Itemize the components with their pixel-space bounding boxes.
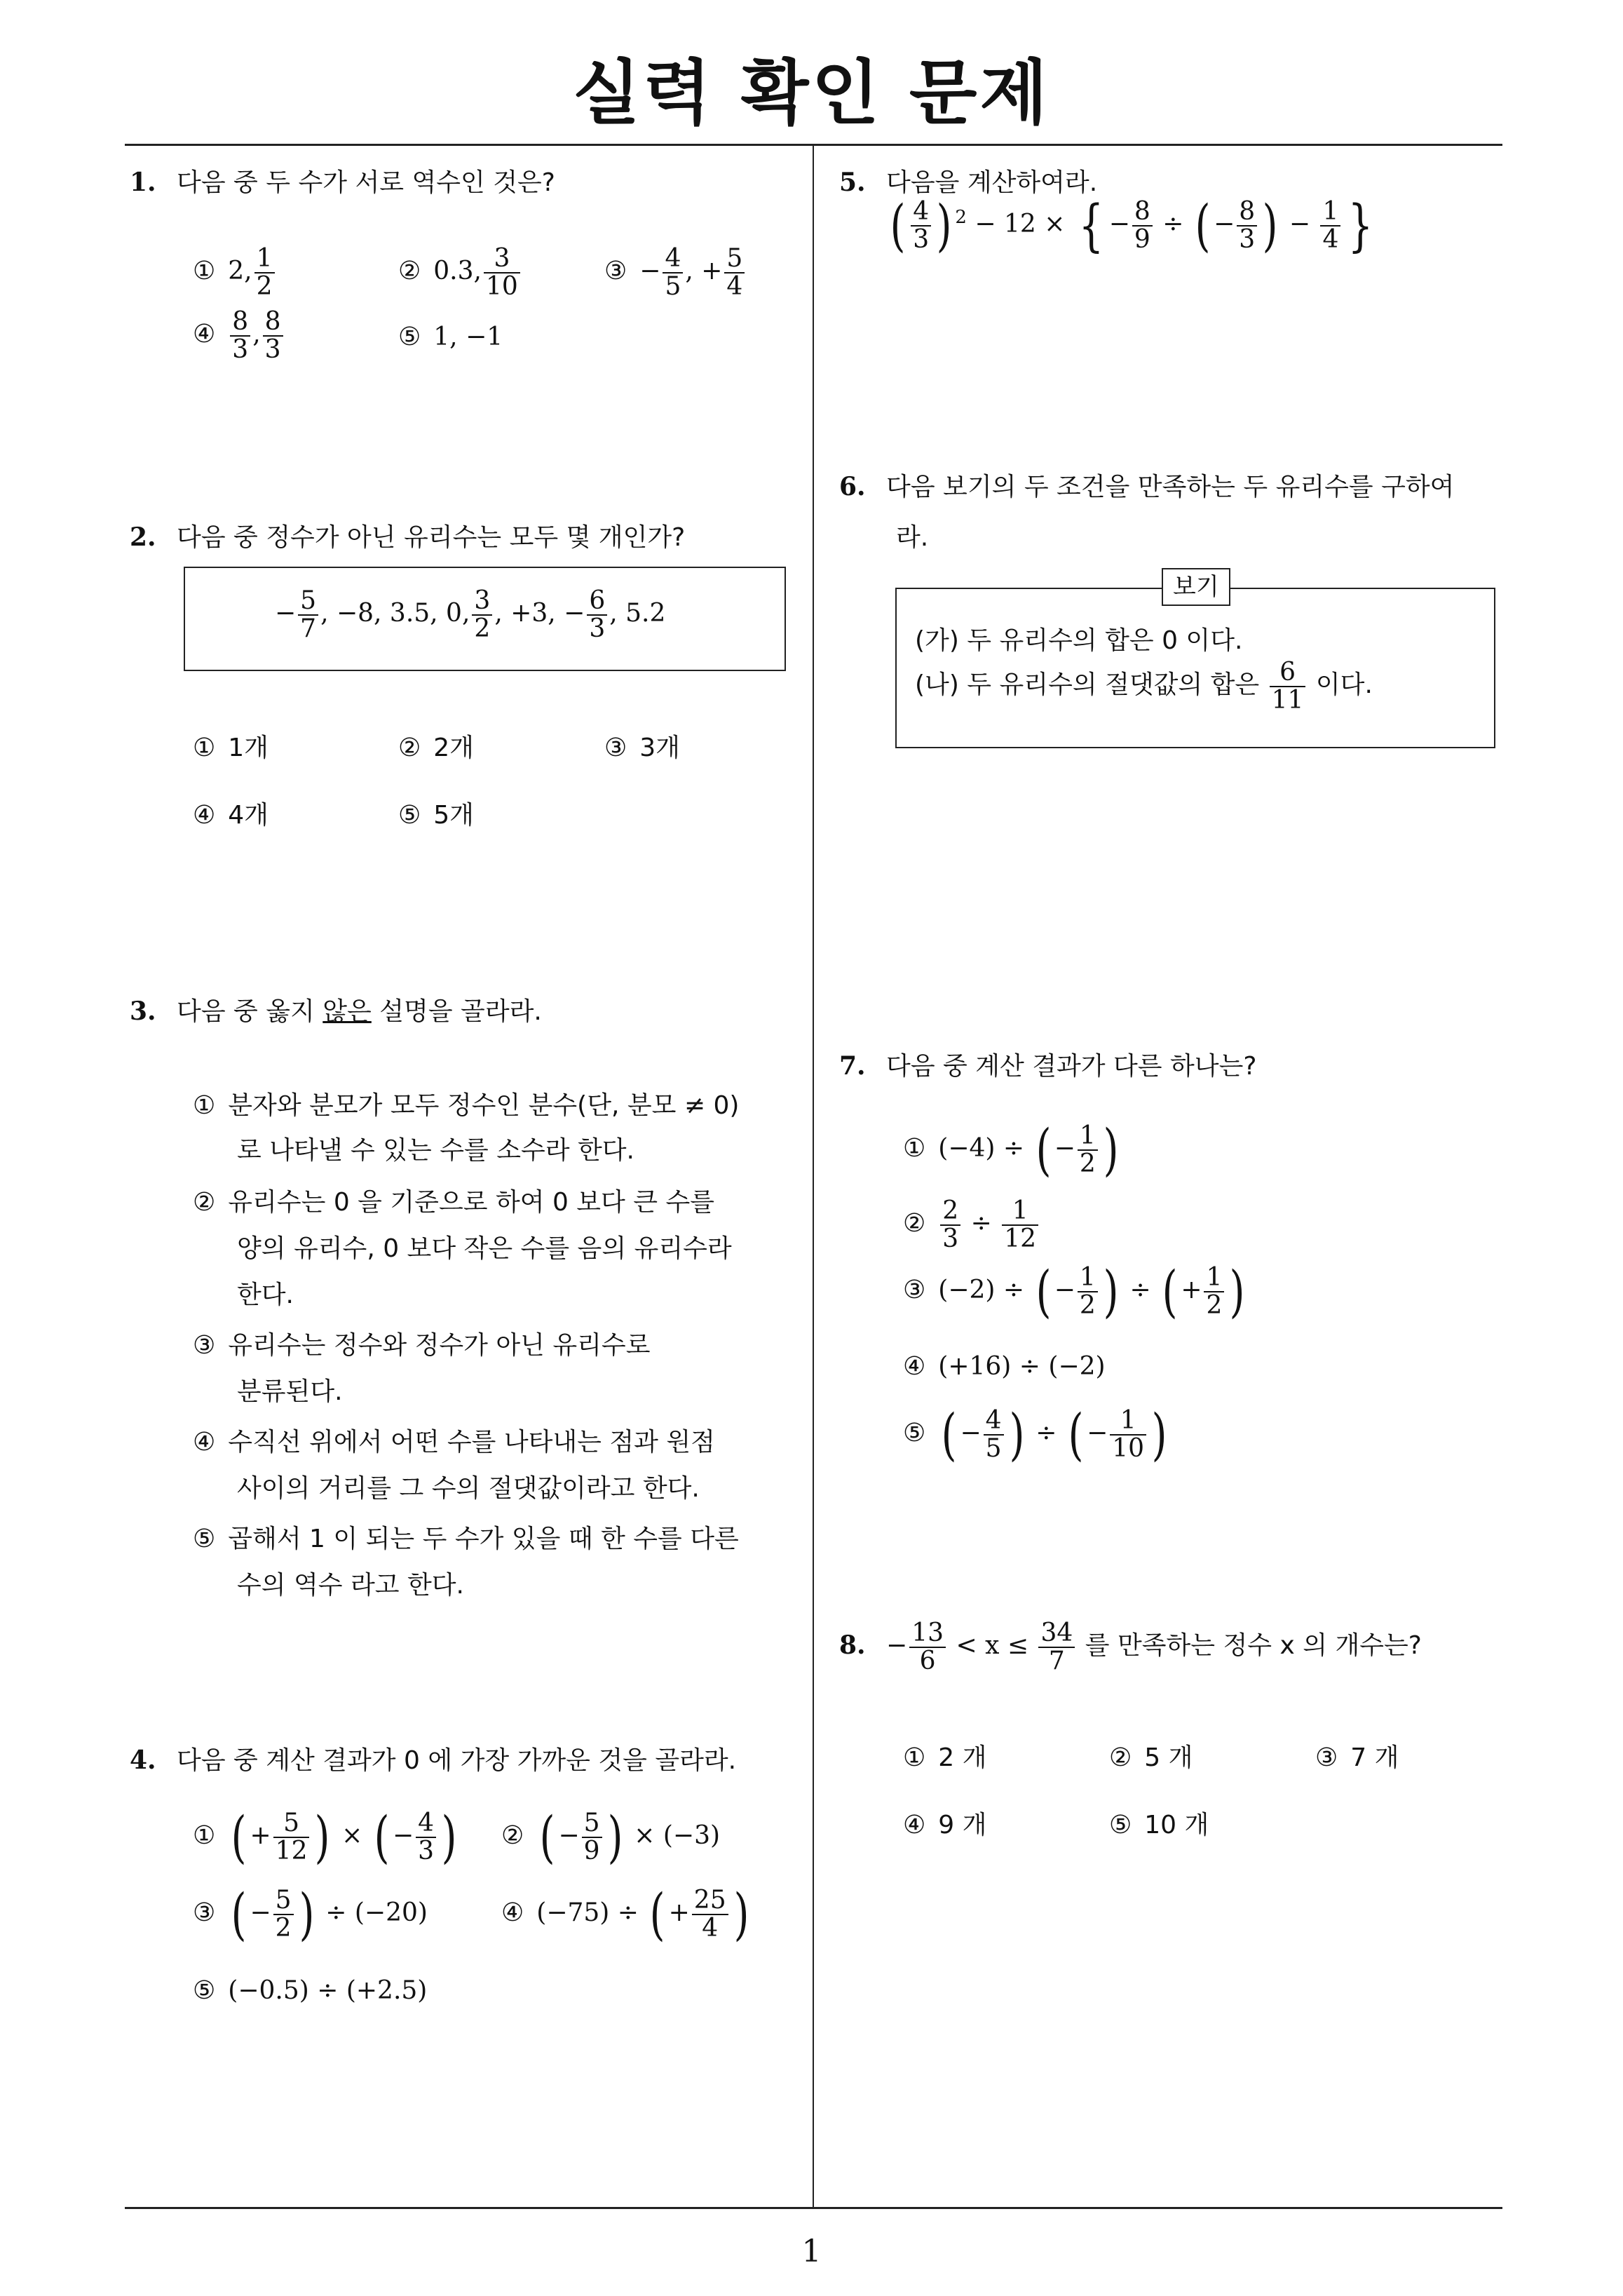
choice-text: 10 개 [1144, 1811, 1209, 1839]
choice-mark: ④ [193, 1428, 216, 1457]
choice-text: 0.3, [433, 257, 482, 285]
q8-choice-3[interactable] [1315, 1738, 1399, 1774]
choice-mark: ① [193, 257, 216, 285]
q7-choice-1[interactable]: ① (−4) ÷ ( − $\frac{1}{2}$ ) [903, 1117, 1119, 1182]
fraction: $\frac{5}{4}$ [724, 245, 745, 300]
q2-choice-2[interactable] [398, 728, 474, 764]
question-text: 다음 중 두 수가 서로 역수인 것은? [177, 168, 555, 197]
question-text: 다음을 계산하여라. [886, 168, 1098, 197]
bogi-label: 보기 [1162, 568, 1230, 606]
q3-choice-3[interactable] [193, 1325, 650, 1361]
question-text: 다음 중 정수가 아닌 유리수는 모두 몇 개인가? [177, 523, 686, 552]
question-6 [839, 471, 1454, 503]
q1-choice-3[interactable] [604, 245, 747, 300]
question-number: 1. [130, 168, 156, 197]
q3-choice-4[interactable] [193, 1422, 715, 1458]
choice-text: 5 개 [1144, 1743, 1193, 1772]
q3-choice-2-line-3: 한다. [237, 1281, 294, 1309]
question-text: 다음 중 계산 결과가 0 에 가장 가까운 것을 골라라. [177, 1746, 737, 1775]
column-divider [813, 145, 814, 2207]
question-text-line-2: 라. [896, 523, 929, 552]
question-number: 5. [839, 168, 866, 197]
q7-choice-2[interactable]: ② $\frac{2}{3}$ ÷ $\frac{1}{12}$ [903, 1198, 1040, 1252]
choice-mark: ② [398, 734, 421, 762]
choice-mark: ③ [604, 257, 627, 285]
q4-choice-3[interactable]: ③ ( − $\frac{5}{2}$ ) ÷ (−20) [193, 1882, 428, 1947]
choice-text: 5개 [433, 801, 474, 830]
choice-mark: ① [193, 1821, 216, 1850]
choice-text: 7 개 [1350, 1743, 1399, 1772]
q3-choice-1-line-2: 로 나타낼 수 있는 수를 소수라 한다. [237, 1136, 634, 1165]
choice-mark: ⑤ [1109, 1811, 1132, 1839]
q8-choice-5[interactable] [1109, 1805, 1209, 1841]
q1-choice-2[interactable] [398, 245, 522, 300]
choice-mark: ② [1109, 1743, 1132, 1772]
sign: , + [685, 257, 723, 285]
question-8: 8. − $\frac{13}{6}$ < x ≤ $\frac{34}{7}$ 를 만족하는 정수 x 의 개수는? [839, 1619, 1422, 1675]
page-title: 실력 확인 문제 [572, 52, 1051, 134]
question-number: 2. [130, 522, 156, 552]
q3-choice-1[interactable] [193, 1086, 739, 1121]
question-number: 7. [839, 1051, 866, 1081]
q2-choice-3[interactable] [604, 728, 680, 764]
condition-na: (나) 두 유리수의 절댓값의 합은 $\frac{6}{11}$ 이다. [915, 658, 1373, 715]
choice-text: 분자와 분모가 모두 정수인 분수(단, 분모 ≠ 0) [228, 1091, 740, 1120]
choice-mark: ① [903, 1134, 926, 1163]
q3-choice-2-line-2: 양의 유리수, 0 보다 작은 수를 음의 유리수라 [237, 1234, 732, 1263]
choice-mark: ① [903, 1743, 926, 1772]
q4-choice-1[interactable]: ① ( + $\frac{5}{12}$ ) × ( − $\frac{4}{3}$ ) [193, 1804, 457, 1870]
choice-mark: ① [193, 1091, 216, 1120]
choice-mark: ④ [193, 320, 216, 349]
q1-choice-5[interactable] [398, 323, 503, 351]
choice-text: 4개 [228, 801, 269, 830]
q3-choice-2[interactable] [193, 1182, 714, 1218]
footer-rule [125, 2207, 1502, 2209]
choice-mark: ④ [501, 1898, 524, 1927]
question-5 [839, 167, 1097, 198]
fraction: $\frac{1}{2}$ [254, 245, 275, 300]
question-7 [839, 1051, 1256, 1082]
choice-mark: ③ [903, 1276, 926, 1304]
q3-choice-5[interactable] [193, 1519, 739, 1555]
choice-text: 유리수는 0 을 기준으로 하여 0 보다 큰 수를 [228, 1188, 715, 1217]
choice-mark: ④ [903, 1811, 926, 1839]
q2-number-list: − $\frac{5}{7}$ , −8, 3.5, 0, $\frac{3}{2}$ , +3, − $\frac{6}{3}$ , 5.2 [275, 586, 666, 643]
choice-text: 1, −1 [433, 323, 503, 351]
question-1 [130, 167, 555, 198]
choice-mark: ② [398, 257, 421, 285]
choice-mark: ① [193, 734, 216, 762]
q7-choice-5[interactable]: ⑤ ( − $\frac{4}{5}$ ) ÷ ( − $\frac{1}{10}$ ) [903, 1402, 1167, 1467]
choice-text: 2, [228, 257, 252, 285]
q2-choice-5[interactable] [398, 795, 474, 831]
q3-choice-5-line-2: 수의 역수 라고 한다. [237, 1571, 464, 1600]
choice-text: 3개 [639, 734, 680, 762]
question-text: 다음 보기의 두 조건을 만족하는 두 유리수를 구하여 [886, 473, 1455, 501]
choice-mark: ② [501, 1821, 524, 1850]
choice-mark: ⑤ [398, 801, 421, 830]
q8-choice-2[interactable] [1109, 1738, 1193, 1774]
q1-choice-4[interactable] [193, 309, 285, 363]
q3-choice-3-line-2: 분류된다. [237, 1377, 343, 1406]
choice-text: 유리수는 정수와 정수가 아닌 유리수로 [228, 1331, 651, 1360]
choice-text: 수직선 위에서 어떤 수를 나타내는 점과 원점 [228, 1428, 715, 1457]
choice-text: 2개 [433, 734, 474, 762]
separator: , [252, 320, 261, 349]
choice-mark: ⑤ [193, 1976, 216, 2005]
choice-mark: ③ [193, 1898, 216, 1927]
q7-choice-3[interactable]: ③ (−2) ÷ ( − $\frac{1}{2}$ ) ÷ ( + $\frac{1}{2}$ ) [903, 1259, 1245, 1324]
question-text: 다음 중 계산 결과가 다른 하나는? [886, 1052, 1257, 1081]
question-number: 4. [130, 1745, 156, 1775]
q4-choice-5[interactable] [193, 1976, 427, 2005]
q7-choice-4[interactable] [903, 1352, 1106, 1381]
question-number: 6. [839, 472, 866, 501]
q2-choice-1[interactable] [193, 728, 269, 764]
q3-choice-4-line-2: 사이의 거리를 그 수의 절댓값이라고 한다. [237, 1474, 700, 1503]
question-number: 8. [839, 1630, 866, 1660]
question-text: 다음 중 옳지 [177, 997, 323, 1026]
question-number: 3. [130, 997, 156, 1026]
q1-choice-1[interactable] [193, 245, 277, 300]
choice-mark: ② [193, 1188, 216, 1217]
q8-choice-1[interactable] [903, 1738, 986, 1774]
question-4 [130, 1745, 736, 1776]
q5-expression: ( $\frac{4}{3}$ ) $^2$ − 12 × { − $\frac{8}{9}$ ÷ ( − $\frac{8}{3}$ ) − $\frac{1}{4}$ } [890, 193, 1373, 258]
choice-text: 9 개 [938, 1811, 987, 1839]
choice-mark: ③ [604, 734, 627, 762]
sign: − [639, 257, 661, 285]
question-2 [130, 522, 685, 553]
choice-text: (+16) ÷ (−2) [938, 1352, 1106, 1381]
question-text-emphasis: 않은 [322, 997, 372, 1026]
fraction: $\frac{8}{3}$ [230, 309, 250, 363]
choice-mark: ⑤ [193, 1525, 216, 1553]
choice-text: (−0.5) ÷ (+2.5) [228, 1976, 428, 2005]
choice-mark: ③ [193, 1331, 216, 1360]
question-text: 설명을 골라라. [371, 997, 542, 1026]
question-3 [130, 996, 542, 1027]
fraction: $\frac{4}{5}$ [663, 245, 683, 300]
q2-choice-4[interactable] [193, 795, 269, 831]
choice-mark: ⑤ [903, 1419, 926, 1447]
q4-choice-2[interactable]: ② ( − $\frac{5}{9}$ ) × (−3) [501, 1804, 721, 1870]
choice-mark: ③ [1315, 1743, 1338, 1772]
condition-ga: (가) 두 유리수의 합은 0 이다. [915, 626, 1243, 655]
q4-choice-4[interactable]: ④ (−75) ÷ ( + $\frac{25}{4}$ ) [501, 1882, 749, 1947]
choice-text: 2 개 [938, 1743, 987, 1772]
choice-text: 1개 [228, 734, 269, 762]
choice-text: 곱해서 1 이 되는 두 수가 있을 때 한 수를 다른 [228, 1525, 739, 1553]
choice-mark: ④ [193, 801, 216, 830]
page-number: 1 [801, 2234, 822, 2269]
choice-mark: ⑤ [398, 323, 421, 351]
q8-choice-4[interactable] [903, 1805, 986, 1841]
choice-mark: ② [903, 1209, 926, 1238]
fraction: $\frac{3}{10}$ [484, 245, 520, 300]
choice-mark: ④ [903, 1352, 926, 1381]
fraction: $\frac{8}{3}$ [263, 309, 283, 363]
question-text: 를 만족하는 정수 x 의 개수는? [1085, 1631, 1422, 1660]
